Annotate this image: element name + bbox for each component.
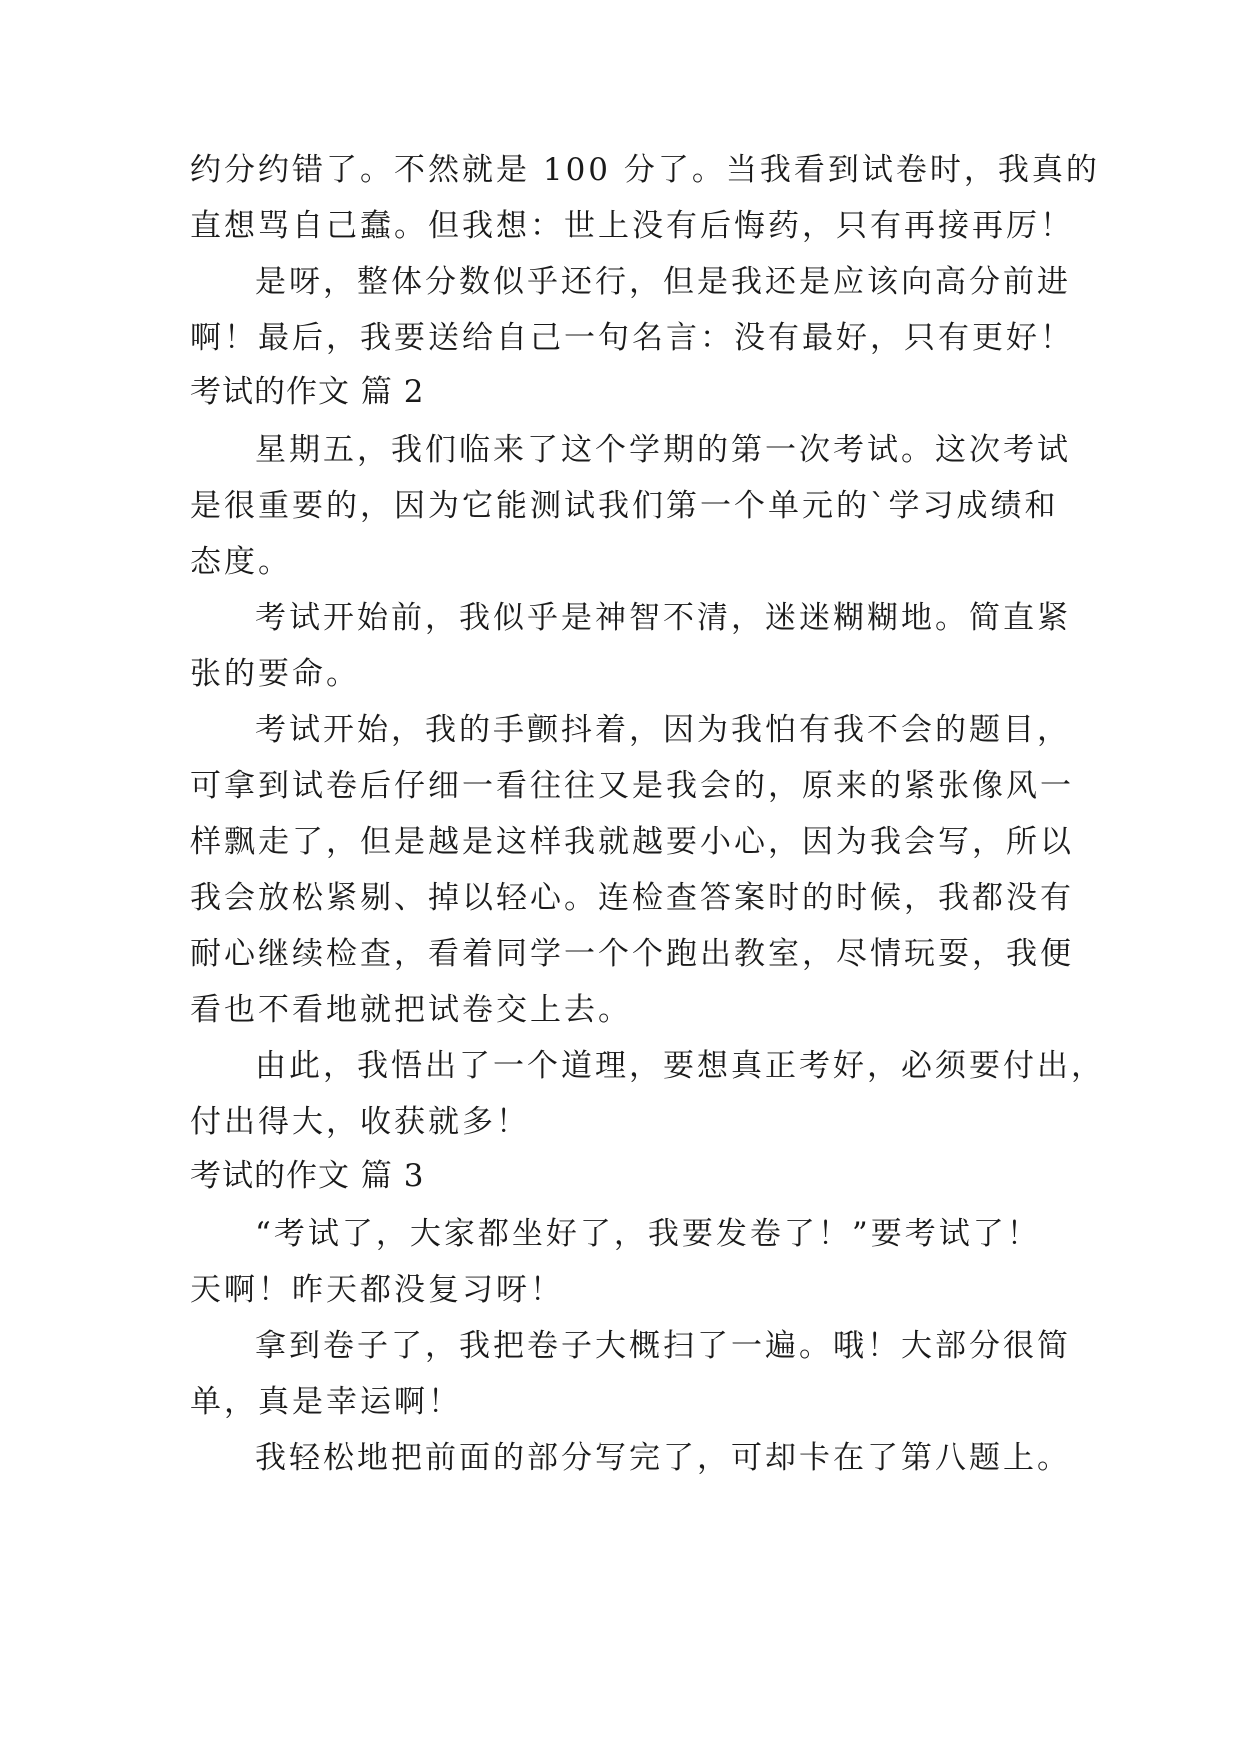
paragraph-line: 样飘走了，但是越是这样我就越要小心，因为我会写，所以 bbox=[190, 824, 1074, 860]
paragraph-line: 单，真是幸运啊！ bbox=[190, 1384, 462, 1420]
paragraph-line: 我轻松地把前面的部分写完了，可却卡在了第八题上。 bbox=[255, 1440, 1071, 1476]
section-heading: 考试的作文 篇 2 bbox=[190, 374, 425, 410]
paragraph-line: 星期五，我们临来了这个学期的第一次考试。这次考试 bbox=[255, 432, 1071, 468]
paragraph-line: 是呀，整体分数似乎还行，但是我还是应该向高分前进 bbox=[255, 264, 1071, 300]
paragraph-line: 约分约错了。不然就是 100 分了。当我看到试卷时，我真的 bbox=[190, 152, 1100, 188]
paragraph-line: 态度。 bbox=[190, 544, 292, 580]
paragraph-line: 天啊！昨天都没复习呀！ bbox=[190, 1272, 564, 1308]
paragraph-line: 看也不看地就把试卷交上去。 bbox=[190, 992, 632, 1028]
paragraph-line: 我会放松紧剔、掉以轻心。连检查答案时的时候，我都没有 bbox=[190, 880, 1074, 916]
paragraph-line: 是很重要的，因为它能测试我们第一个单元的`学习成绩和 bbox=[190, 488, 1059, 524]
paragraph-line: 由此，我悟出了一个道理，要想真正考好，必须要付出， bbox=[255, 1048, 1105, 1084]
paragraph-line: 啊！最后，我要送给自己一句名言：没有最好，只有更好！ bbox=[190, 320, 1074, 356]
paragraph-line: 直想骂自己蠢。但我想：世上没有后悔药，只有再接再厉！ bbox=[190, 208, 1074, 244]
paragraph-line: 可拿到试卷后仔细一看往往又是我会的，原来的紧张像风一 bbox=[190, 768, 1074, 804]
section-heading: 考试的作文 篇 3 bbox=[190, 1158, 425, 1194]
paragraph-line: 付出得大，收获就多！ bbox=[190, 1104, 530, 1140]
paragraph-line: 耐心继续检查，看着同学一个个跑出教室，尽情玩耍，我便 bbox=[190, 936, 1074, 972]
paragraph-line: “考试了，大家都坐好了，我要发卷了！”要考试了！ bbox=[255, 1216, 1041, 1252]
paragraph-line: 考试开始前，我似乎是神智不清，迷迷糊糊地。简直紧 bbox=[255, 600, 1071, 636]
paragraph-line: 张的要命。 bbox=[190, 656, 360, 692]
paragraph-line: 拿到卷子了，我把卷子大概扫了一遍。哦！大部分很简 bbox=[255, 1328, 1071, 1364]
paragraph-line: 考试开始，我的手颤抖着，因为我怕有我不会的题目， bbox=[255, 712, 1071, 748]
